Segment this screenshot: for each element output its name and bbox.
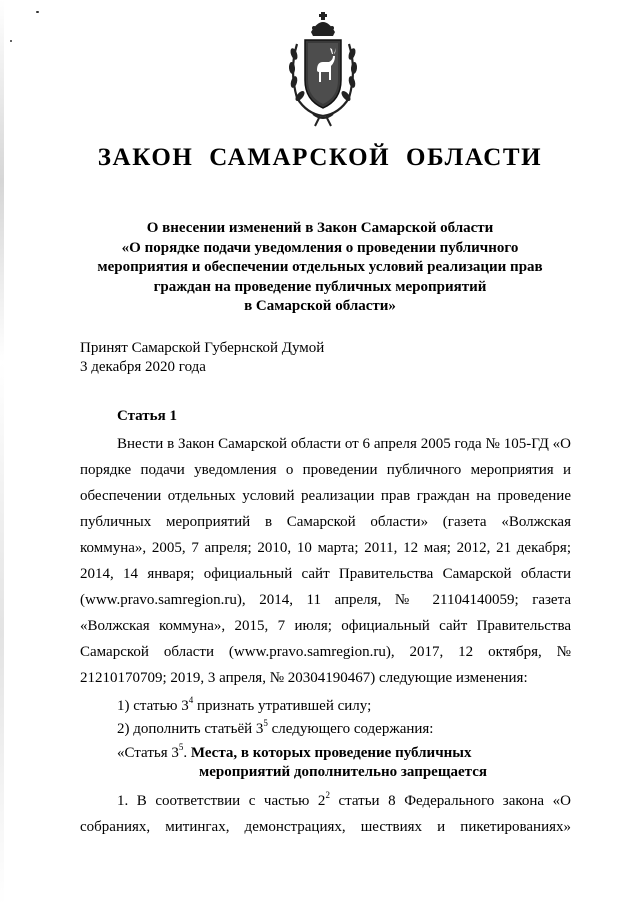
item-text: признать утратившей силу;	[193, 698, 372, 714]
scan-speck	[36, 11, 39, 13]
article-body	[80, 431, 571, 691]
adoption-info	[80, 339, 324, 377]
scan-speck	[10, 40, 12, 42]
new-article-heading	[117, 744, 577, 782]
amendment-item-1	[117, 696, 371, 716]
document-subtitle	[0, 219, 640, 317]
article-paragraph: Внести в Закон Самарской области от 6 апреля 2005 года № 105-ГД «О порядке подачи уведомления о проведении публичного мероприятия и обеспечении отдельных условий реализации прав граждан на проведение публичных мероприятий в Самарской области» (газета «Волжская коммуна», 2005, 7 апреля; 2010, 10 марта; 2011, 12 мая; 2012, 21 декабря; 2014, 14 января; официальный сайт Правительства Самарской области (www.pravo.samregion.ru), 2014, 11 апреля, № 21104140059; газета «Волжская коммуна», 2015, 7 июля; официальный сайт Правительства Самарской области (www.pravo.samregion.ru), 2017, 12 октября, № 21210170709; 2019, 3 апреля, № 20304190467) следующие изменения:	[80, 436, 571, 686]
part-paragraph	[80, 788, 571, 840]
item-text: 1) статью 3	[117, 698, 189, 714]
scan-edge	[0, 0, 4, 905]
amendment-item-2	[117, 719, 433, 739]
new-article-heading-line: Места, в которых проведение публичных	[190, 745, 472, 761]
article-title: Статья 1	[117, 408, 177, 424]
superscript: 5	[263, 718, 268, 728]
subtitle-line: «О порядке подачи уведомления о проведении публичного	[121, 239, 519, 256]
adopted-date: 3 декабря 2020 года	[80, 359, 206, 375]
item-text: 2) дополнить статьёй 3	[117, 721, 264, 737]
adopted-by: Принят Самарской Губернской Думой	[80, 340, 325, 356]
subtitle-line: граждан на проведение публичных мероприятий	[153, 278, 487, 295]
item-text: следующего содержания:	[267, 721, 434, 737]
new-article-part-1	[80, 788, 571, 840]
document-title: ЗАКОН САМАРСКОЙ ОБЛАСТИ	[97, 144, 543, 171]
superscript: 5	[178, 742, 184, 752]
subtitle-line: в Самарской области»	[244, 298, 396, 314]
part-text: статьи 8 Федерального закона «О собраниях, митингах, демонстрациях, шествиях и пикетированиях»	[80, 793, 571, 835]
subtitle-line: мероприятия и обеспечении отдельных условий реализации прав	[97, 259, 543, 275]
new-article-heading-line: мероприятий дополнительно запрещается	[199, 764, 487, 780]
superscript: 2	[325, 790, 330, 800]
superscript: 4	[188, 695, 194, 705]
new-article-prefix: «Статья 3	[117, 745, 179, 761]
part-text: 1. В соответствии с частью 2	[117, 793, 326, 809]
subtitle-line: О внесении изменений в Закон Самарской области	[146, 220, 494, 236]
new-article-dot: .	[183, 745, 188, 761]
samara-coat-of-arms-icon	[283, 10, 363, 128]
